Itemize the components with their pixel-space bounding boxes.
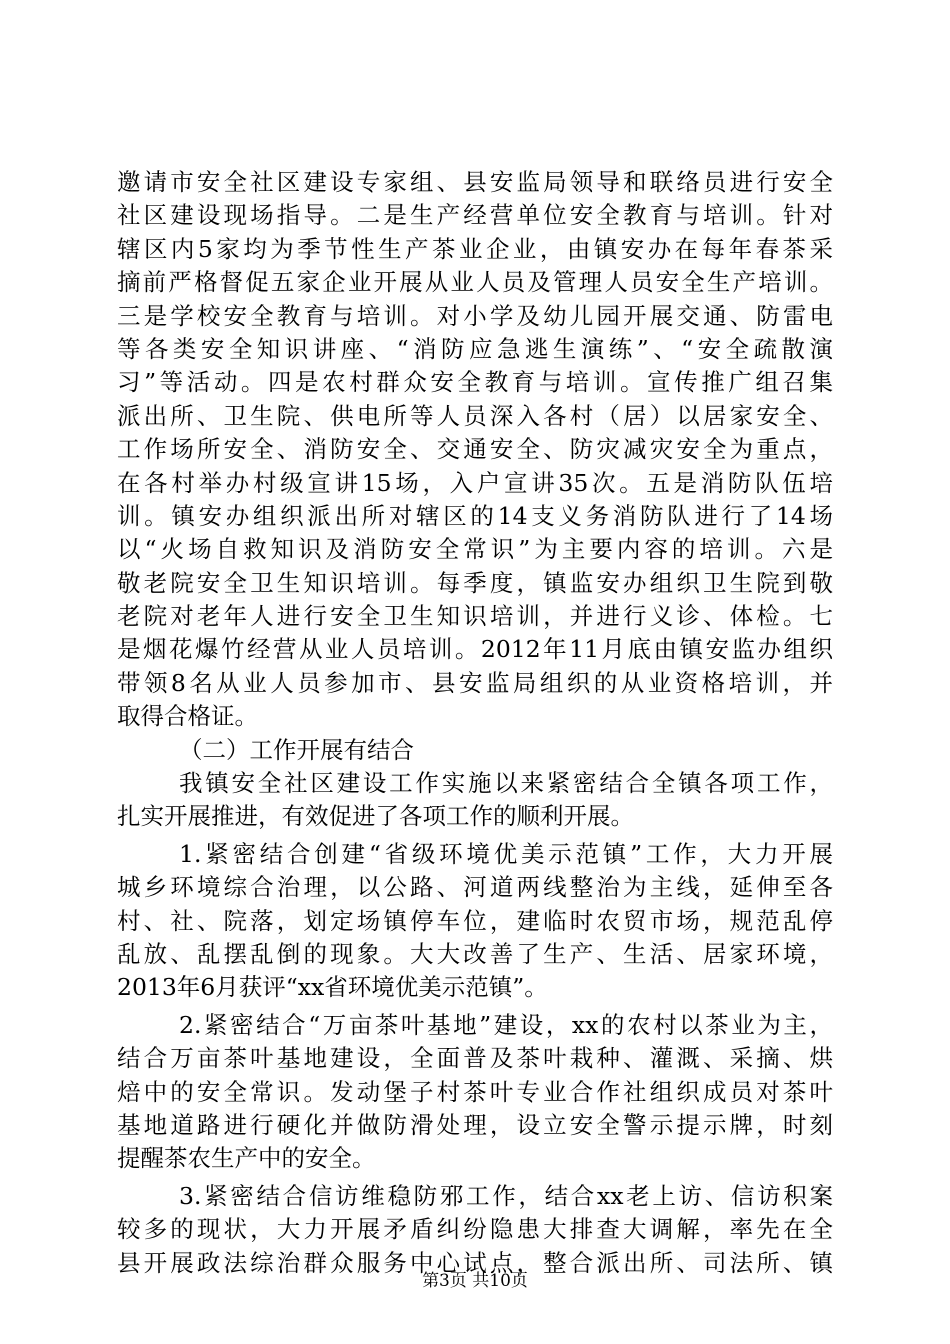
item1-line: 1.紧密结合创建“省级环境优美示范镇”工作，大力开展 [179,839,833,868]
item3-line: 3.紧密结合信访维稳防邪工作，结合xx老上访、信访积案 [179,1181,833,1210]
document-body [117,166,833,1280]
item1-line: 乱放、乱摆乱倒的现象。大大改善了生产、生活、居家环境， [117,939,833,968]
text-line: 习”等活动。四是农村群众安全教育与培训。宣传推广组召集 [117,368,833,397]
item2-line: 2.紧密结合“万亩茶叶基地”建设，xx的农村以茶业为主， [179,1010,833,1039]
text-line: 取得合格证。 [117,702,258,731]
text-line: 邀请市安全社区建设专家组、县安监局领导和联络员进行安全 [117,168,833,196]
text-line: 社区建设现场指导。二是生产经营单位安全教育与培训。针对 [117,201,833,230]
text-line: 辖区内5家均为季节性生产茶业企业，由镇安办在每年春茶采 [117,234,833,263]
section-heading: （二）工作开展有结合 [179,735,414,764]
item2-line: 基地道路进行硬化并做防滑处理，设立安全警示提示牌，时刻 [117,1110,833,1139]
item1-line: 城乡环境综合治理，以公路、河道两线整治为主线，延伸至各 [117,873,833,902]
text-line: 训。镇安办组织派出所对辖区的14支义务消防队进行了14场 [117,501,833,530]
text-line: 三是学校安全教育与培训。对小学及幼儿园开展交通、防雷电 [117,301,833,330]
item2-line: 提醒茶农生产中的安全。 [117,1144,376,1173]
text-line: 老院对老年人进行安全卫生知识培训，并进行义诊、体检。七 [117,602,833,631]
text-line: 带领8名从业人员参加市、县安监局组织的从业资格培训，并 [117,668,833,697]
item1-line: 2013年6月获评“xx省环境优美示范镇”。 [117,973,548,1002]
item3-line: 县开展政法综治群众服务中心试点，整合派出所、司法所、镇 [117,1248,833,1277]
item3-line: 较多的现状，大力开展矛盾纠纷隐患大排查大调解，率先在全 [117,1215,833,1244]
item1-line: 村、社、院落，划定场镇停车位，建临时农贸市场，规范乱停 [117,906,833,935]
text-line: 工作场所安全、消防安全、交通安全、防灾减灾安全为重点， [117,435,833,464]
text-line: 敬老院安全卫生知识培训。每季度，镇监安办组织卫生院到敬 [117,568,833,597]
page-number-footer: 第3页 共10页 [422,1271,528,1291]
text-line: 等各类安全知识讲座、“消防应急逃生演练”、“安全疏散演 [117,334,833,363]
text-line: 以“火场自救知识及消防安全常识”为主要内容的培训。六是 [117,535,833,564]
text-line: 派出所、卫生院、供电所等人员深入各村（居）以居家安全、 [117,401,833,430]
text-line: 在各村举办村级宣讲15场，入户宣讲35次。五是消防队伍培 [117,468,833,497]
text-line: 是烟花爆竹经营从业人员培训。2012年11月底由镇安监办组织 [117,635,833,664]
item2-line: 结合万亩茶叶基地建设，全面普及茶叶栽种、灌溉、采摘、烘 [117,1044,833,1073]
section-intro-line: 扎实开展推进，有效促进了各项工作的顺利开展。 [117,802,634,831]
item2-line: 焙中的安全常识。发动堡子村茶叶专业合作社组织成员对茶叶 [117,1077,833,1106]
section-intro-line: 我镇安全社区建设工作实施以来紧密结合全镇各项工作， [179,769,833,798]
text-line: 摘前严格督促五家企业开展从业人员及管理人员安全生产培训。 [117,268,833,297]
